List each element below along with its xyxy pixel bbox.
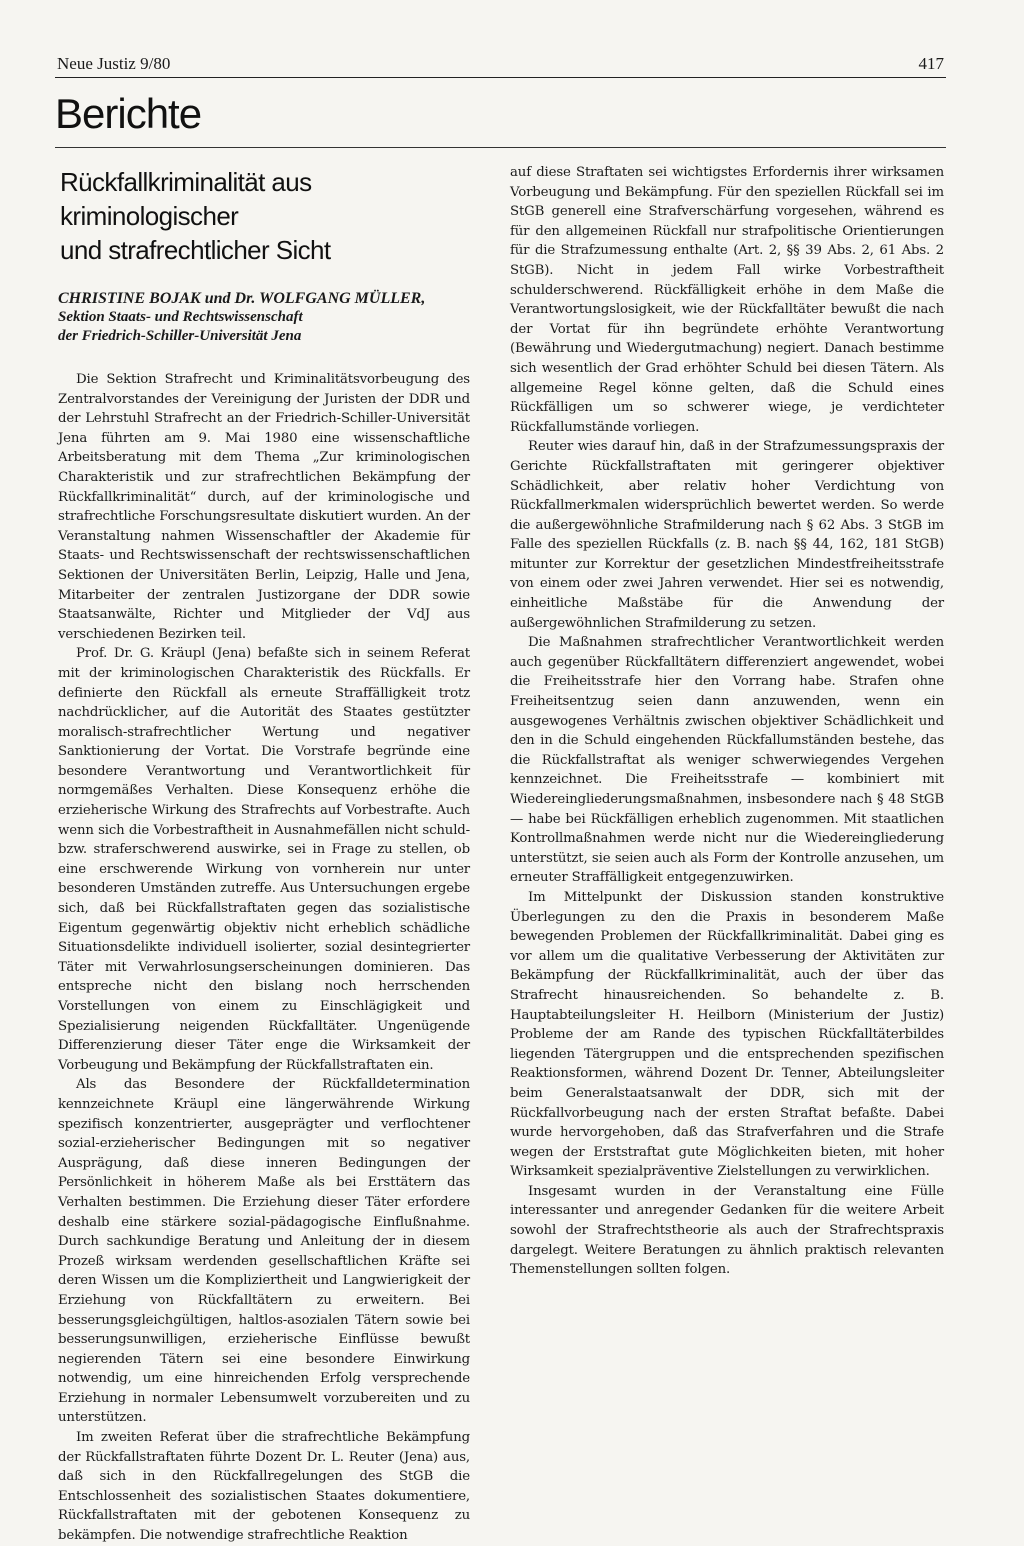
byline-affiliation: Sektion Staats- und Rechtswissenschaft <box>58 309 303 325</box>
byline-authors: CHRISTINE BOJAK und Dr. WOLFGANG MÜLLER, <box>58 290 426 307</box>
paragraph: Im Mittelpunkt der Diskussion standen konstruktive Überlegungen zu den die Praxis in besonderem Maße bewegenden Problemen der Rückfallkriminalität. Dabei ging es vor allem um die qualitative Verbesserung der Aktivitäten zur Bekämpfung der Rückfallkriminalität, auch der über das Strafrecht hinausreichenden. So behandelte z. B. Hauptabteilungsleiter H. Heilborn (Ministerium der Justiz) Probleme der am Rande des typischen Rückfalltäterbildes liegenden Tätergruppen und die entsprechenden spezifischen Reaktionsformen, während Dozent Dr. Tenner, Abteilungsleiter beim Generalstaatsanwalt der DDR, sich mit der Rückfallvorbeugung nach der ersten Straftat befaßte. Dabei wurde hervorgehoben, daß das Strafverfahren und die Strafe wegen der Erststraftat gute Möglichkeiten bieten, mit hoher Wirksamkeit spezialpräventive Zielstellungen zu verwirklichen. <box>510 889 944 1180</box>
running-header <box>55 53 946 78</box>
journal-issue: Neue Justiz 9/80 <box>57 54 171 73</box>
paragraph: Die Maßnahmen strafrechtlicher Verantwortlichkeit werden auch gegenüber Rückfalltätern differenziert angewendet, wobei die Freiheitsstrafe hier den Vorrang habe. Strafen ohne Freiheitsentzug seien dann anzuwenden, wenn ein ausgewogenes Verhältnis zwischen objektiver Schädlichkeit und den in die Schuld eingehenden Rückfallumständen bestehe, das die Rückfallstraftat als weniger schwerwiegendes Vergehen kennzeichnet. Die Freiheitsstrafe — kombiniert mit Wiedereingliederungsmaßnahmen, insbesondere nach § 48 StGB — habe bei Rückfälligen erheblich zugenommen. Mit staatlichen Kontrollmaßnahmen werde nicht nur die Wiedereingliederung unterstützt, sie seien auch als Form der Kontrolle anzusehen, um erneuter Straffälligkeit entgegenzuwirken. <box>510 635 944 886</box>
section-divider <box>55 147 946 148</box>
right-column <box>510 163 944 1280</box>
paragraph: Insgesamt wurden in der Veranstaltung eine Fülle interessanter und anregender Gedanken für die weitere Arbeit sowohl der Strafrechtstheorie als auch der Strafrechtspraxis dargelegt. Weitere Beratungen zu ähnlich praktisch relevanten Themenstellungen sollten folgen. <box>510 1183 944 1278</box>
paragraph: auf diese Straftaten sei wichtigstes Erfordernis ihrer wirksamen Vorbeugung und Bekämpfung. Für den speziellen Rückfall sei im StGB generell eine Strafverschärfung vorgesehen, während es für den allgemeinen Rückfall nur strafpolitische Orientierungen für die Strafzumessung enthalte (Art. 2, §§ 39 Abs. 2, 61 Abs. 2 StGB). Nicht in jedem Fall wirke Vorbestraftheit schulderschwerend. Rückfälligkeit erhöhe in dem Maße die Verantwortungslosigkeit, wie der Rückfalltäter bewußt die nach der Vortat für ihn begründete erhöhte Verantwortung (Bewährung und Wiedergutmachung) negiert. Danach bestimme sich wesentlich der Grad erhöhter Schuld bei diesen Tätern. Als allgemeine Regel könne gelten, daß die Schuld eines Rückfälligen um so schwerer wiege, je verdichteter Rückfallumstände vorliegen. <box>510 165 944 435</box>
byline-affiliation: der Friedrich-Schiller-Universität Jena <box>58 328 302 344</box>
article-title-line: und strafrechtlicher Sicht <box>60 235 331 265</box>
section-title: Berichte <box>55 90 202 137</box>
paragraph: Als das Besondere der Rückfalldetermination kennzeichnete Kräupl eine längerwährende Wirkung spezifisch konzentrierter, ausgeprägter und verflochtener sozial-erzieherischer Bedingungen mit so negativer Ausprägung, daß diese inneren Bedingungen der Persönlichkeit in höherem Maße als bei Ersttätern das Verhalten bestimmen. Die Erziehung dieser Täter erfordere deshalb eine stärkere sozial-pädagogische Einflußnahme. Durch sachkundige Beratung und Anleitung der in diesem Prozeß wirksam werdenden gesellschaftlichen Kräfte sei deren Wissen um die Kompliziertheit und Langwierigkeit der Erziehung von Rückfalltätern zu erweitern. Bei besserungsgleichgültigen, haltlos-asozialen Tätern sowie bei besserungsunwilligen, erzieherische Einflüsse bewußt negierenden Tätern sei eine besondere Einwirkung notwendig, um eine hinreichenden Erfolg versprechende Erziehung in normaler Lebensumwelt vorzubereiten und zu unterstützen. <box>58 1077 470 1426</box>
left-column-body <box>58 370 470 1546</box>
article-title <box>60 163 470 267</box>
paragraph: Im zweiten Referat über die strafrechtliche Bekämpfung der Rückfallstraftaten führte Dozent Dr. L. Reuter (Jena) aus, daß sich in den Rückfallregelungen des StGB die Entschlossenheit des sozialistischen Staates dokumentiere, Rückfallstraftaten mit der gebotenen Konsequenz zu bekämpfen. Die notwendige strafrechtliche Reaktion <box>58 1430 470 1544</box>
byline <box>58 289 470 346</box>
page-number: 417 <box>918 54 944 73</box>
paragraph: Prof. Dr. G. Kräupl (Jena) befaßte sich in seinem Referat mit der kriminologischen Charakteristik des Rückfalls. Er definierte den Rückfall als erneute Straffälligkeit trotz nachdrücklicher, auf die Autorität des Staates gestützter moralisch-strafrechtlicher Wertung und negativer Sanktionierung der Vortat. Die Vorstrafe begründe eine besondere Verantwortung und Verantwortlichkeit für normgemäßes Verhalten. Diese Konsequenz erhöhe die erzieherische Wirkung des Strafrechts auf Vorbestrafte. Auch wenn sich die Vorbestraftheit in Ausnahmefällen nicht schuld- bzw. straferschwerend auswirke, sei in Frage zu stellen, ob eine erschwerende Wirkung von vornherein nur unter besonderen Umständen zutreffe. Aus Untersuchungen ergebe sich, daß bei Rückfallstraftaten gegen das sozialistische Eigentum gegenwärtig objektiv nicht erheblich schädliche Situationsdelikte individuell isolierter, sozial desintegrierter Täter mit Verwahrlosungserscheinungen dominieren. Das entspreche nicht den bislang noch herrschenden Vorstellungen von einem zu Einschlägigkeit und Spezialisierung neigenden Rückfalltäter. Ungenügende Differenzierung dieser Täter enge die Wirksamkeit der Vorbeugung und Bekämpfung der Rückfallstraftaten ein. <box>58 646 470 1073</box>
paragraph: Die Sektion Strafrecht und Kriminalitätsvorbeugung des Zentralvorstandes der Vereinigung der Juristen der DDR und der Lehrstuhl Strafrecht an der Friedrich-Schiller-Universität Jena führten am 9. Mai 1980 eine wissenschaftliche Arbeitsberatung mit dem Thema „Zur kriminologischen Charakteristik und zur strafrechtlichen Bekämpfung der Rückfallkriminalität“ durch, auf der kriminologische und strafrechtliche Forschungsresultate diskutiert wurden. An der Veranstaltung nahmen Wissenschaftler der Akademie für Staats- und Rechtswissenschaft der rechtswissenschaftlichen Sektionen der Universitäten Berlin, Leipzig, Halle und Jena, Mitarbeiter der zentralen Justizorgane der DDR sowie Staatsanwälte, Richter und Mitglieder der VdJ aus verschiedenen Bezirken teil. <box>58 372 470 642</box>
left-column <box>58 163 470 1546</box>
article-title-line: Rückfallkriminalität aus kriminologischer <box>60 167 312 231</box>
paragraph: Reuter wies darauf hin, daß in der Strafzumessungspraxis der Gerichte Rückfallstraftaten mit geringerer objektiver Schädlichkeit, aber relativ hoher Verdichtung von Rückfallmerkmalen widersprüchlich bewertet werden. So werde die außergewöhnliche Strafmilderung nach § 62 Abs. 3 StGB im Falle des speziellen Rückfalls (z. B. nach §§ 44, 162, 181 StGB) mitunter zur Korrektur der gesetzlichen Mindestfreiheitsstrafe von einem oder zwei Jahren verwendet. Hier sei es notwendig, einheitliche Maßstäbe für die Anwendung der außergewöhnlichen Strafmilderung zu setzen. <box>510 439 944 631</box>
